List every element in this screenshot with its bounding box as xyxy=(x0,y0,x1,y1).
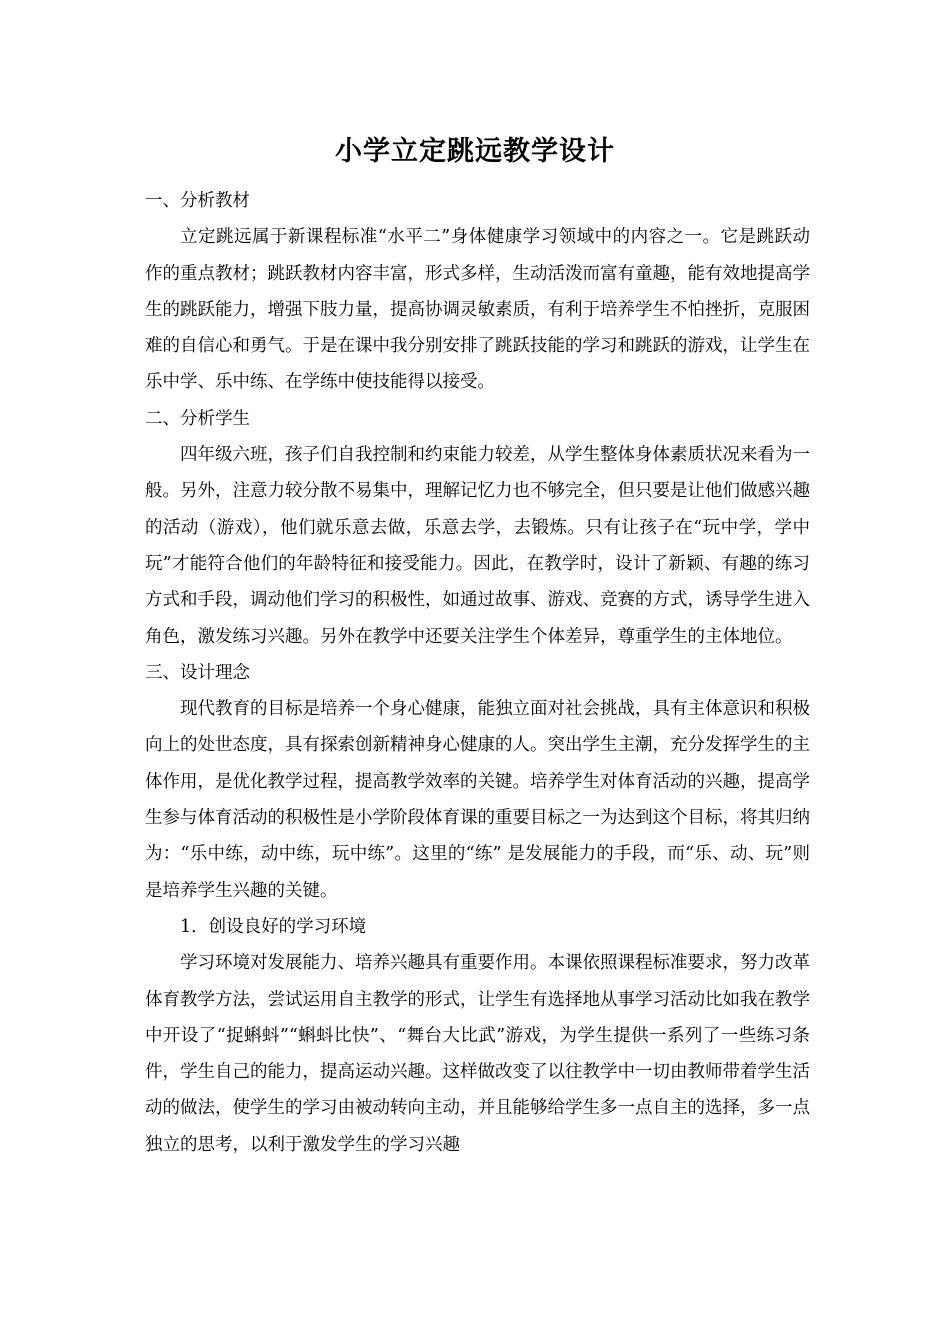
document-title: 小学立定跳远教学设计 xyxy=(335,136,615,167)
document-body xyxy=(145,183,810,1163)
section-heading-analyze-students: 二、分析学生 xyxy=(145,408,250,429)
section-heading-design-concept: 三、设计理念 xyxy=(145,662,250,683)
paragraph-learning-environment: 学习环境对发展能力、培养兴趣具有重要作用。本课依照课程标准要求，努力改革体育教学方法，尝试运用自主教学的形式，让学生有选择地从事学习活动比如我在教学中开设了“捉蝌蚪”“蝌蚪比快”、“舞台大比武”游戏，为学生提供一系列了一些练习条件，学生自己的能力，提高运动兴趣。这样做改变了以往教学中一切由教师带着学生活动的做法，使学生的学习由被动转向主动，并且能够给学生多一点自主的选择，多一点独立的思考，以利于激发学生的学习兴趣 xyxy=(145,953,810,1155)
paragraph-design-concept: 现代教育的目标是培养一个身心健康，能独立面对社会挑战，具有主体意识和积极向上的处世态度，具有探索创新精神身心健康的人。突出学生主潮，充分发挥学生的主体作用，是优化教学过程，提高教学效率的关键。培养学生对体育活动的兴趣，提高学生参与体育活动的积极性是小学阶段体育课的重要目标之一为达到这个目标，将其归纳为：“乐中练，动中练，玩中练”。这里的“练” 是发展能力的手段，而“乐、动、玩”则是培养学生兴趣的关键。 xyxy=(145,699,810,901)
subsection-heading-learning-environment: 1．创设良好的学习环境 xyxy=(180,916,367,937)
section-heading-analyze-material: 一、分析教材 xyxy=(145,191,250,211)
paragraph-analyze-students: 四年级六班，孩子们自我控制和约束能力较差，从学生整体身体素质状况来看为一般。另外，注意力较分散不易集中，理解记忆力也不够完全，但只要是让他们做感兴趣的活动（游戏），他们就乐意去做，乐意去学，去锻炼。只有让孩子在“玩中学，学中玩”才能符合他们的年龄特征和接受能力。因此，在教学时，设计了新颖、有趣的练习方式和手段，调动他们学习的积极性，如通过故事、游戏、竞赛的方式，诱导学生进入角色，激发练习兴趣。另外在教学中还要关注学生个体差异，尊重学生的主体地位。 xyxy=(145,445,810,647)
paragraph-analyze-material: 立定跳远属于新课程标准“水平二”身体健康学习领域中的内容之一。它是跳跃动作的重点教材；跳跃教材内容丰富，形式多样，生动活泼而富有童趣，能有效地提高学生的跳跃能力，增强下肢力量，提高协调灵敏素质，有利于培养学生不怕挫折，克服困难的自信心和勇气。于是在课中我分别安排了跳跃技能的学习和跳跃的游戏，让学生在乐中学、乐中练、在学练中使技能得以接受。 xyxy=(145,227,810,393)
